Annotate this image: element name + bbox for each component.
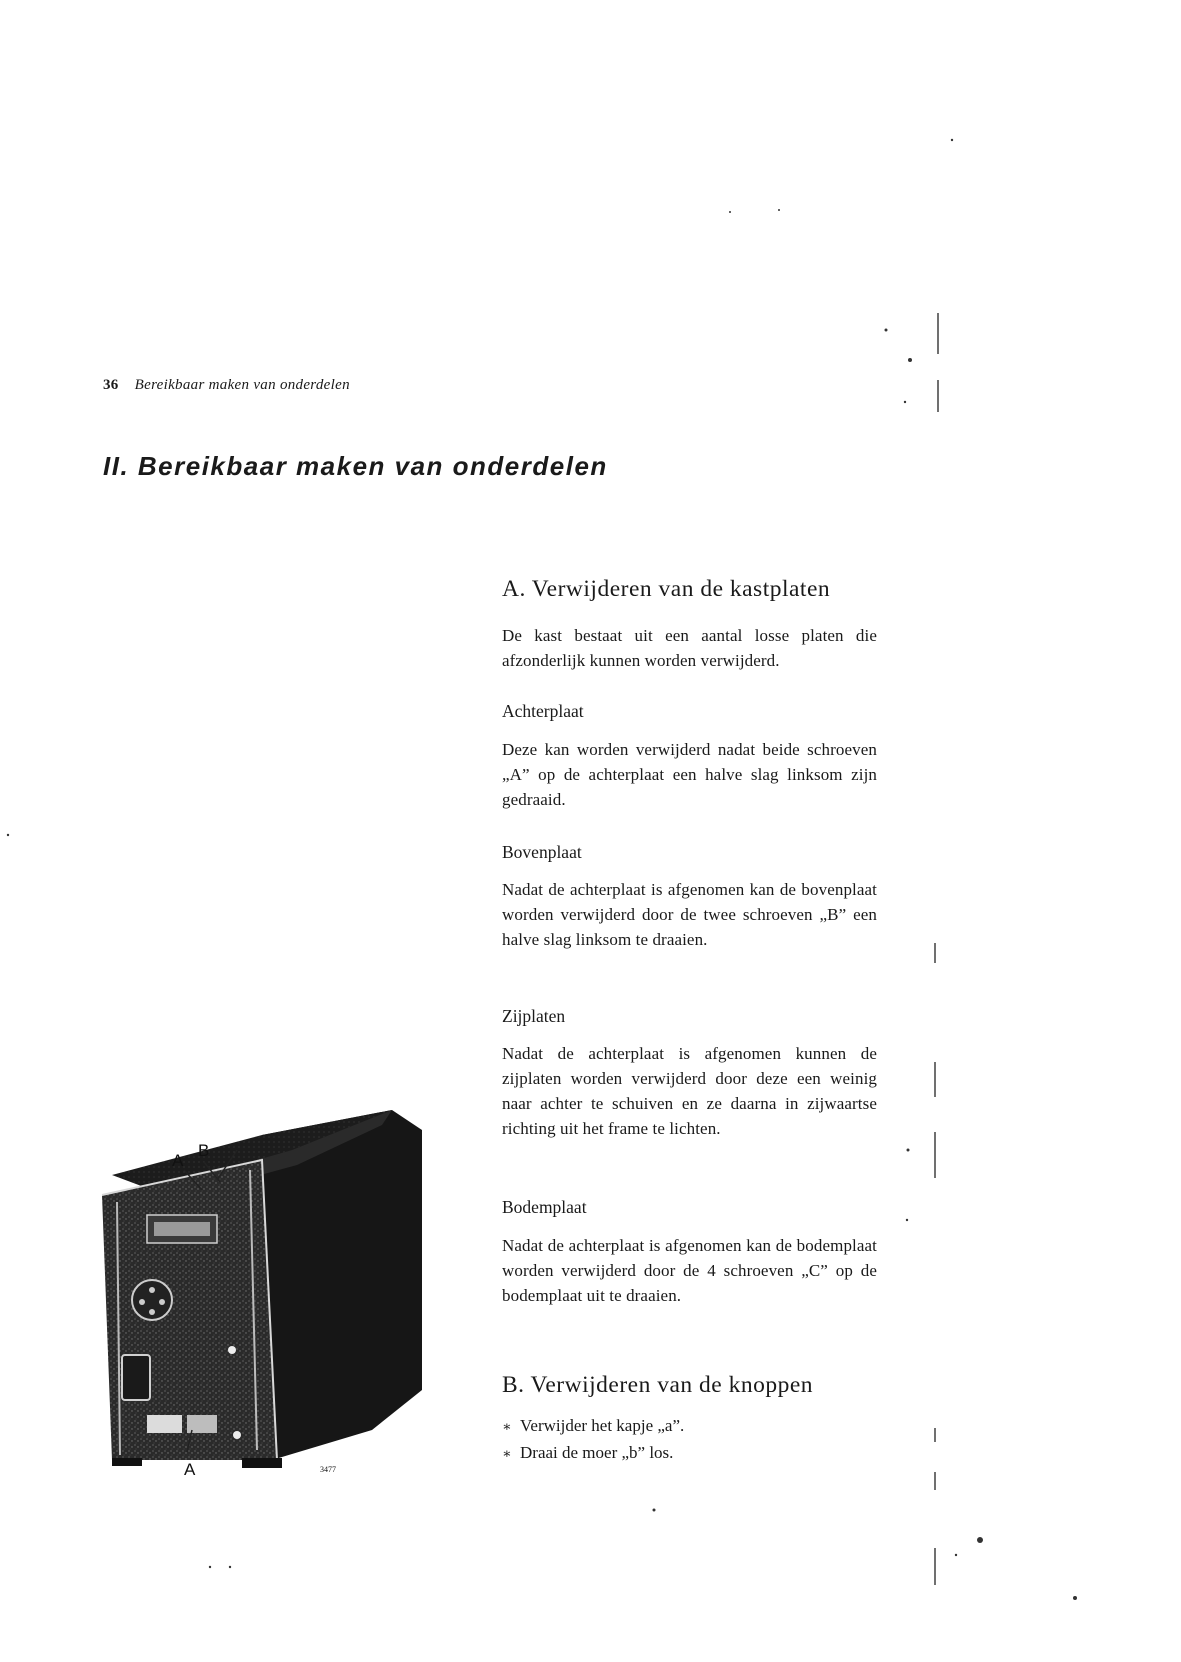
bodemplaat-heading: Bodemplaat [502, 1197, 587, 1217]
zijplaten-text: Nadat de achterplaat is afgenomen kunnen de zijplaten worden verwijderd door deze een weinig naar achter te schuiven en ze daarna in zijwaartse richting uit het frame te lichten. [502, 1044, 877, 1138]
section-a-heading: A. Verwijderen van de kastplaten [502, 576, 831, 602]
chapter-title: II. Bereikbaar maken van onderdelen [103, 451, 608, 481]
zijplaten-heading: Zijplaten [502, 1006, 566, 1026]
bovenplaat-heading: Bovenplaat [502, 842, 582, 862]
bodemplaat-text: Nadat de achterplaat is afgenomen kan de bodemplaat worden verwijderd door de 4 schroeven „C” op de bodemplaat uit te draaien. [502, 1236, 877, 1305]
apparatus-photo [92, 1090, 432, 1480]
section-b-list [502, 1413, 877, 1467]
apparatus-illustration [92, 1090, 432, 1480]
running-header [103, 377, 350, 394]
achterplaat-text: Deze kan worden verwijderd nadat beide schroeven „A” op de achterplaat een halve slag linksom zijn gedraaid. [502, 740, 877, 809]
label-a-bottom: A [184, 1460, 196, 1479]
label-b-top: B [198, 1141, 210, 1160]
page-number: 36 [103, 377, 119, 393]
list-item: ∗ Draai de moer „b” los. [502, 1440, 877, 1467]
bovenplaat-text: Nadat de achterplaat is afgenomen kan de bovenplaat worden verwijderd door de twee schroeven „B” een halve slag linksom te draaien. [502, 880, 877, 949]
section-a-title [502, 576, 877, 603]
section-a-intro: De kast bestaat uit een aantal losse platen die afzonderlijk kunnen worden verwijderd. [502, 626, 877, 670]
achterplaat-heading: Achterplaat [502, 701, 584, 721]
running-title: Bereikbaar maken van onderdelen [134, 377, 350, 393]
label-a-top: A [172, 1151, 184, 1170]
list-item: ∗ Verwijder het kapje „a”. [502, 1413, 877, 1440]
section-b-list-wrapper [502, 1413, 877, 1467]
figure-number: 3477 [320, 1465, 336, 1474]
section-b-heading: B. Verwijderen van de knoppen [502, 1372, 814, 1398]
